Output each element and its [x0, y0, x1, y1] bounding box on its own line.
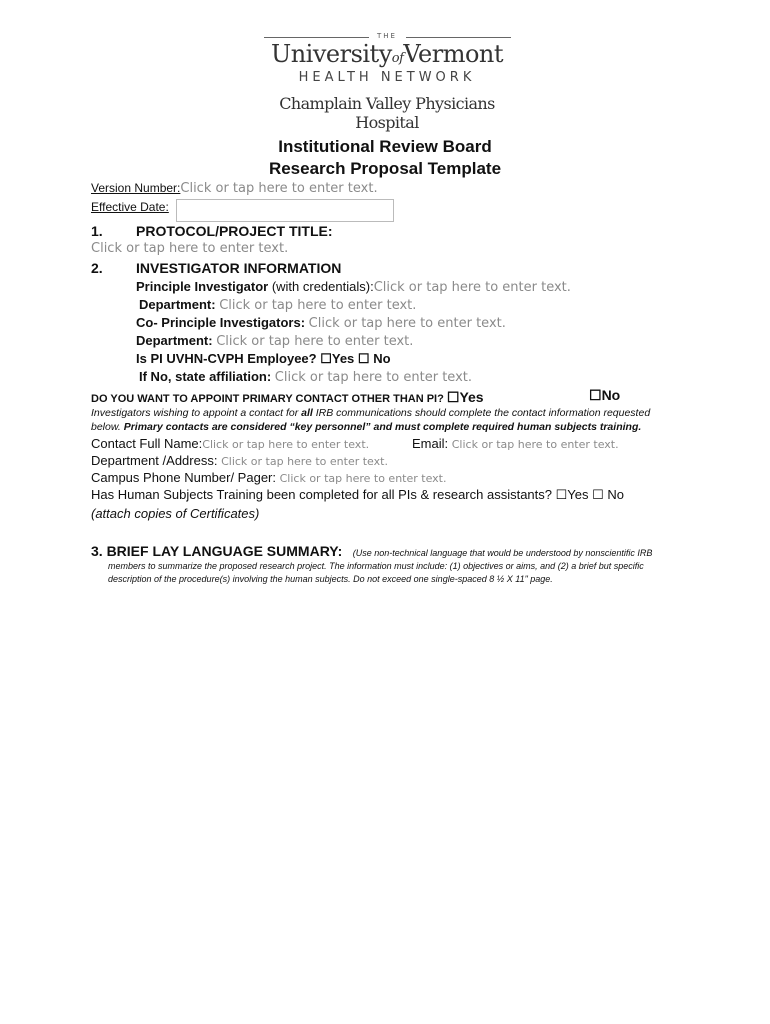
- section-3-note-1: (Use non-technical language that would be understood by nonscientific IRB: [352, 548, 653, 558]
- training-no-label: No: [607, 487, 625, 502]
- version-input[interactable]: Click or tap here to enter text.: [180, 181, 378, 196]
- employee-row: [136, 351, 391, 367]
- logo-health-network: HEALTH NETWORK: [298, 70, 476, 85]
- training-no-checkbox[interactable]: ☐: [592, 487, 604, 502]
- co-pi-input[interactable]: Click or tap here to enter text.: [308, 316, 506, 331]
- appoint-no-label: No: [601, 387, 621, 403]
- section-3-title: 3. BRIEF LAY LANGUAGE SUMMARY:: [91, 543, 343, 559]
- affiliation-row: [139, 369, 472, 385]
- dept-address-label: Department /Address:: [91, 453, 218, 468]
- contact-note-text-2: IRB communications should complete the contact information requested: [312, 407, 651, 419]
- appoint-contact-row: [91, 389, 484, 406]
- co-pi-label: Co- Principle Investigators:: [136, 315, 306, 330]
- section-2-title: INVESTIGATOR INFORMATION: [136, 260, 342, 276]
- affiliation-input[interactable]: Click or tap here to enter text.: [274, 370, 472, 385]
- contact-note-below: below.: [91, 421, 124, 433]
- logo-the: THE: [377, 32, 397, 40]
- appoint-yes-checkbox[interactable]: ☐: [446, 389, 460, 405]
- contact-name-label: Contact Full Name:: [91, 436, 203, 451]
- appoint-no-option: [589, 387, 620, 404]
- logo-hospital-name: Champlain Valley Physicians Hospital: [279, 94, 495, 132]
- version-label: Version Number:: [91, 181, 181, 195]
- pi-department-row: [139, 297, 416, 313]
- effective-date-input[interactable]: [176, 199, 394, 222]
- logo-word-university: University: [270, 40, 392, 68]
- employee-no-label: No: [373, 351, 391, 366]
- effective-date-label: Effective Date:: [91, 200, 169, 214]
- employee-yes-label: Yes: [331, 351, 355, 366]
- attach-certificates-note: (attach copies of Certificates): [91, 506, 260, 521]
- employee-no-checkbox[interactable]: ☐: [357, 351, 370, 366]
- project-title-input[interactable]: Click or tap here to enter text.: [91, 241, 289, 256]
- contact-note-line-2: [91, 421, 641, 433]
- contact-name-row: [91, 436, 369, 451]
- hospital-logo: [256, 30, 518, 132]
- pi-input[interactable]: Click or tap here to enter text.: [373, 280, 571, 295]
- section-1-number: 1.: [91, 223, 103, 239]
- pi-department-input[interactable]: Click or tap here to enter text.: [219, 298, 417, 313]
- section-3-note-2: members to summarize the proposed research project. The information must include: (1) objectives or aims, and (2) a brief but specific: [108, 561, 644, 571]
- appoint-yes-label: Yes: [459, 389, 484, 405]
- logo-university: [256, 40, 518, 68]
- logo-word-vermont: Vermont: [403, 40, 504, 68]
- dept-address-row: [91, 453, 388, 468]
- co-pi-department-row: [136, 333, 413, 349]
- training-yes-checkbox[interactable]: ☐: [555, 487, 568, 502]
- contact-note-all: all: [301, 407, 313, 419]
- section-3-row: [91, 543, 652, 561]
- pi-label-credentials: (with credentials):: [268, 279, 374, 294]
- email-label: Email:: [412, 436, 449, 451]
- employee-yes-checkbox[interactable]: ☐: [320, 351, 332, 366]
- co-pi-department-input[interactable]: Click or tap here to enter text.: [216, 334, 414, 349]
- doc-title: Institutional Review Board: [278, 137, 492, 156]
- email-input[interactable]: Click or tap here to enter text.: [451, 438, 619, 451]
- training-yes-label: Yes: [567, 487, 589, 502]
- co-pi-department-label: Department:: [136, 333, 213, 348]
- employee-question: Is PI UVHN-CVPH Employee?: [136, 351, 321, 366]
- training-question: Has Human Subjects Training been completed for all PIs & research assistants?: [91, 487, 556, 502]
- doc-subtitle: Research Proposal Template: [268, 159, 502, 178]
- affiliation-label: If No, state affiliation:: [139, 369, 272, 384]
- contact-note-text: Investigators wishing to appoint a contact for: [91, 407, 302, 419]
- contact-email-row: [412, 436, 619, 451]
- phone-row: [91, 470, 446, 485]
- pi-label: Principle Investigator: [136, 279, 269, 294]
- phone-label: Campus Phone Number/ Pager:: [91, 470, 276, 485]
- co-pi-row: [136, 315, 506, 331]
- contact-note-key-personnel: Primary contacts are considered “key personnel” and must complete required human subjects training.: [123, 421, 642, 433]
- contact-note-line-1: [91, 407, 650, 419]
- appoint-no-checkbox[interactable]: ☐: [589, 387, 602, 403]
- training-row: [91, 487, 624, 503]
- pi-department-label: Department:: [139, 297, 216, 312]
- dept-address-input[interactable]: Click or tap here to enter text.: [221, 455, 388, 468]
- version-row: [91, 181, 378, 196]
- pi-row: [136, 279, 571, 295]
- logo-word-of: of: [391, 51, 404, 66]
- section-2-number: 2.: [91, 260, 103, 276]
- phone-input[interactable]: Click or tap here to enter text.: [279, 472, 447, 485]
- appoint-contact-question: DO YOU WANT TO APPOINT PRIMARY CONTACT OTHER THAN PI?: [91, 393, 447, 405]
- section-1-title: PROTOCOL/PROJECT TITLE:: [136, 223, 333, 239]
- section-3-note-3: description of the procedure(s) involving the human subjects. Do not exceed one single-spaced 8 ½ X 11" page.: [108, 574, 553, 584]
- contact-name-input[interactable]: Click or tap here to enter text.: [202, 438, 370, 451]
